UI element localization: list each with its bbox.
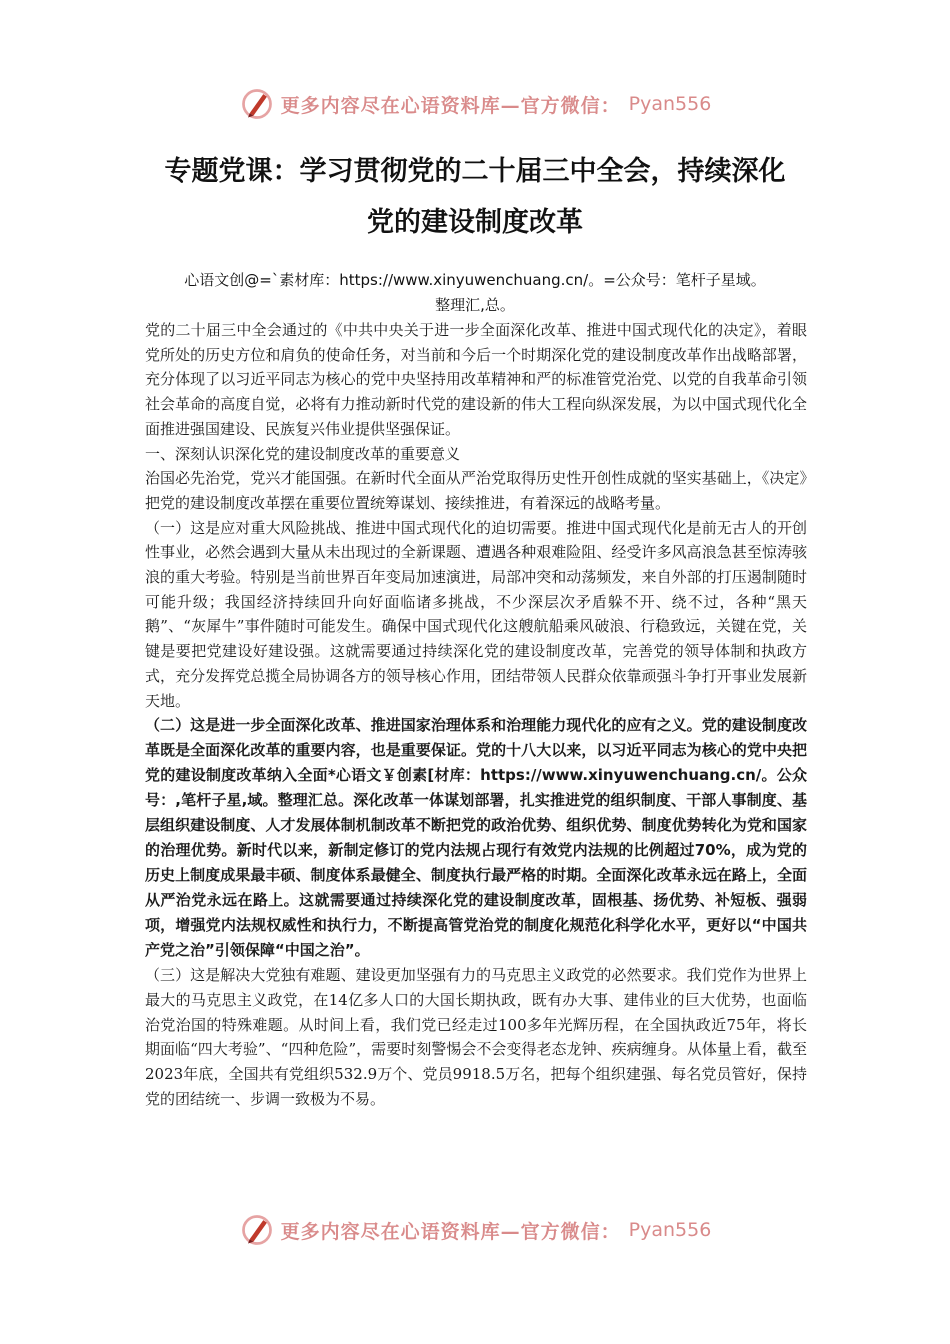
source-credit xyxy=(120,268,830,318)
paragraph-point-1: （一）这是应对重大风险挑战、推进中国式现代化的迫切需要。推进中国式现代化是前无古人的开创性事业，必然会遇到大量从未出现过的全新课题、遭遇各种艰难险阻、经受许多风高浪急甚至惊涛骇浪的重大考验。特别是当前世界百年变局加速演进，局部冲突和动荡频发，来自外部的打压遏制随时可能升级；我国经济持续回升向好面临诸多挑战，不少深层次矛盾躲不开、绕不过，各种“黑天鹅”、“灰犀牛”事件随时可能发生。确保中国式现代化这艘航船乘风破浪、行稳致远，关键在党，关键是要把党建设好建设强。这就需要通过持续深化党的建设制度改革，完善党的领导体制和执政方式，充分发挥党总揽全局协调各方的领导核心作用，团结带领人民群众依靠顽强斗争打开事业发展新天地。 xyxy=(145,518,807,710)
paragraph-point-3: （三）这是解决大党独有难题、建设更加坚强有力的马克思主义政党的必然要求。我们党作为世界上最大的马克思主义政党，在14亿多人口的大国长期执政，既有办大事、建伟业的巨大优势，也面临治党治国的特殊难题。从时间上看，我们党已经走过100多年光辉历程，在全国执政近75年，将长期面临“四大考验”、“四种危险”，需要时刻警惕会不会变得老态龙钟、疾病缠身。从体量上看，截至2023年底，全国共有党组织532.9万个、党员9918.5万名，把每个组织建强、每名党员管好，保持党的团结统一、步调一致极为不易。 xyxy=(145,966,807,1108)
banner-wechat-id: Pyan556 xyxy=(628,93,712,115)
pen-logo-icon xyxy=(239,86,275,122)
section-heading: 一、深刻认识深化党的建设制度改革的重要意义 xyxy=(145,444,461,463)
header-banner xyxy=(0,82,950,126)
article-body xyxy=(145,318,807,1111)
banner-text: 更多内容尽在心语资料库—官方微信： xyxy=(280,1220,621,1243)
credit-line-1: 心语文创@=`素材库：https://www.xinyuwenchuang.cn/。=公众号：笔杆子星域。 xyxy=(184,271,766,289)
page-title xyxy=(100,146,850,248)
banner-wechat-id: Pyan556 xyxy=(628,1219,712,1241)
footer-banner xyxy=(0,1208,950,1252)
credit-line-2: 整理汇,总。 xyxy=(435,296,515,314)
title-line-2: 党的建设制度改革 xyxy=(367,207,583,238)
banner-text: 更多内容尽在心语资料库—官方微信： xyxy=(280,94,621,117)
paragraph-point-2: （二）这是进一步全面深化改革、推进国家治理体系和治理能力现代化的应有之义。党的建设制度改革既是全面深化改革的重要内容，也是重要保证。党的十八大以来，以习近平同志为核心的党中央把党的建设制度改革纳入全面*心语文￥创素[材库：https://www.xinyuwenchuang.cn/。公众号：,笔杆子星,域。整理汇总。深化改革一体谋划部署，扎实推进党的组织制度、干部人事制度、基层组织建设制度、人才发展体制机制改革不断把党的政治优势、组织优势、制度优势转化为党和国家的治理优势。新时代以来，新制定修订的党内法规占现行有效党内法规的比例超过70%，成为党的历史上制度成果最丰硕、制度体系最健全、制度执行最严格的时期。全面深化改革永远在路上，全面从严治党永远在路上。这就需要通过持续深化党的建设制度改革，固根基、扬优势、补短板、强弱项，增强党内法规权威性和执行力，不断提高管党治党的制度化规范化科学化水平，更好以“中国共产党之治”引领保障“中国之治”。 xyxy=(145,716,807,960)
title-line-1: 专题党课：学习贯彻党的二十届三中全会，持续深化 xyxy=(164,156,786,187)
paragraph-section-intro: 治国必先治党，党兴才能国强。在新时代全面从严治党取得历史性开创性成就的坚实基础上，《决定》把党的建设制度改革摆在重要位置统筹谋划、接续推进，有着深远的战略考量。 xyxy=(145,469,807,512)
pen-logo-icon xyxy=(239,1212,275,1248)
paragraph-intro: 党的二十届三中全会通过的《中共中央关于进一步全面深化改革、推进中国式现代化的决定》，着眼党所处的历史方位和肩负的使命任务，对当前和今后一个时期深化党的建设制度改革作出战略部署，充分体现了以习近平同志为核心的党中央坚持用改革精神和严的标准管党治党、以党的自我革命引领社会革命的高度自觉，必将有力推动新时代党的建设新的伟大工程向纵深发展，为以中国式现代化全面推进强国建设、民族复兴伟业提供坚强保证。 xyxy=(145,321,807,438)
